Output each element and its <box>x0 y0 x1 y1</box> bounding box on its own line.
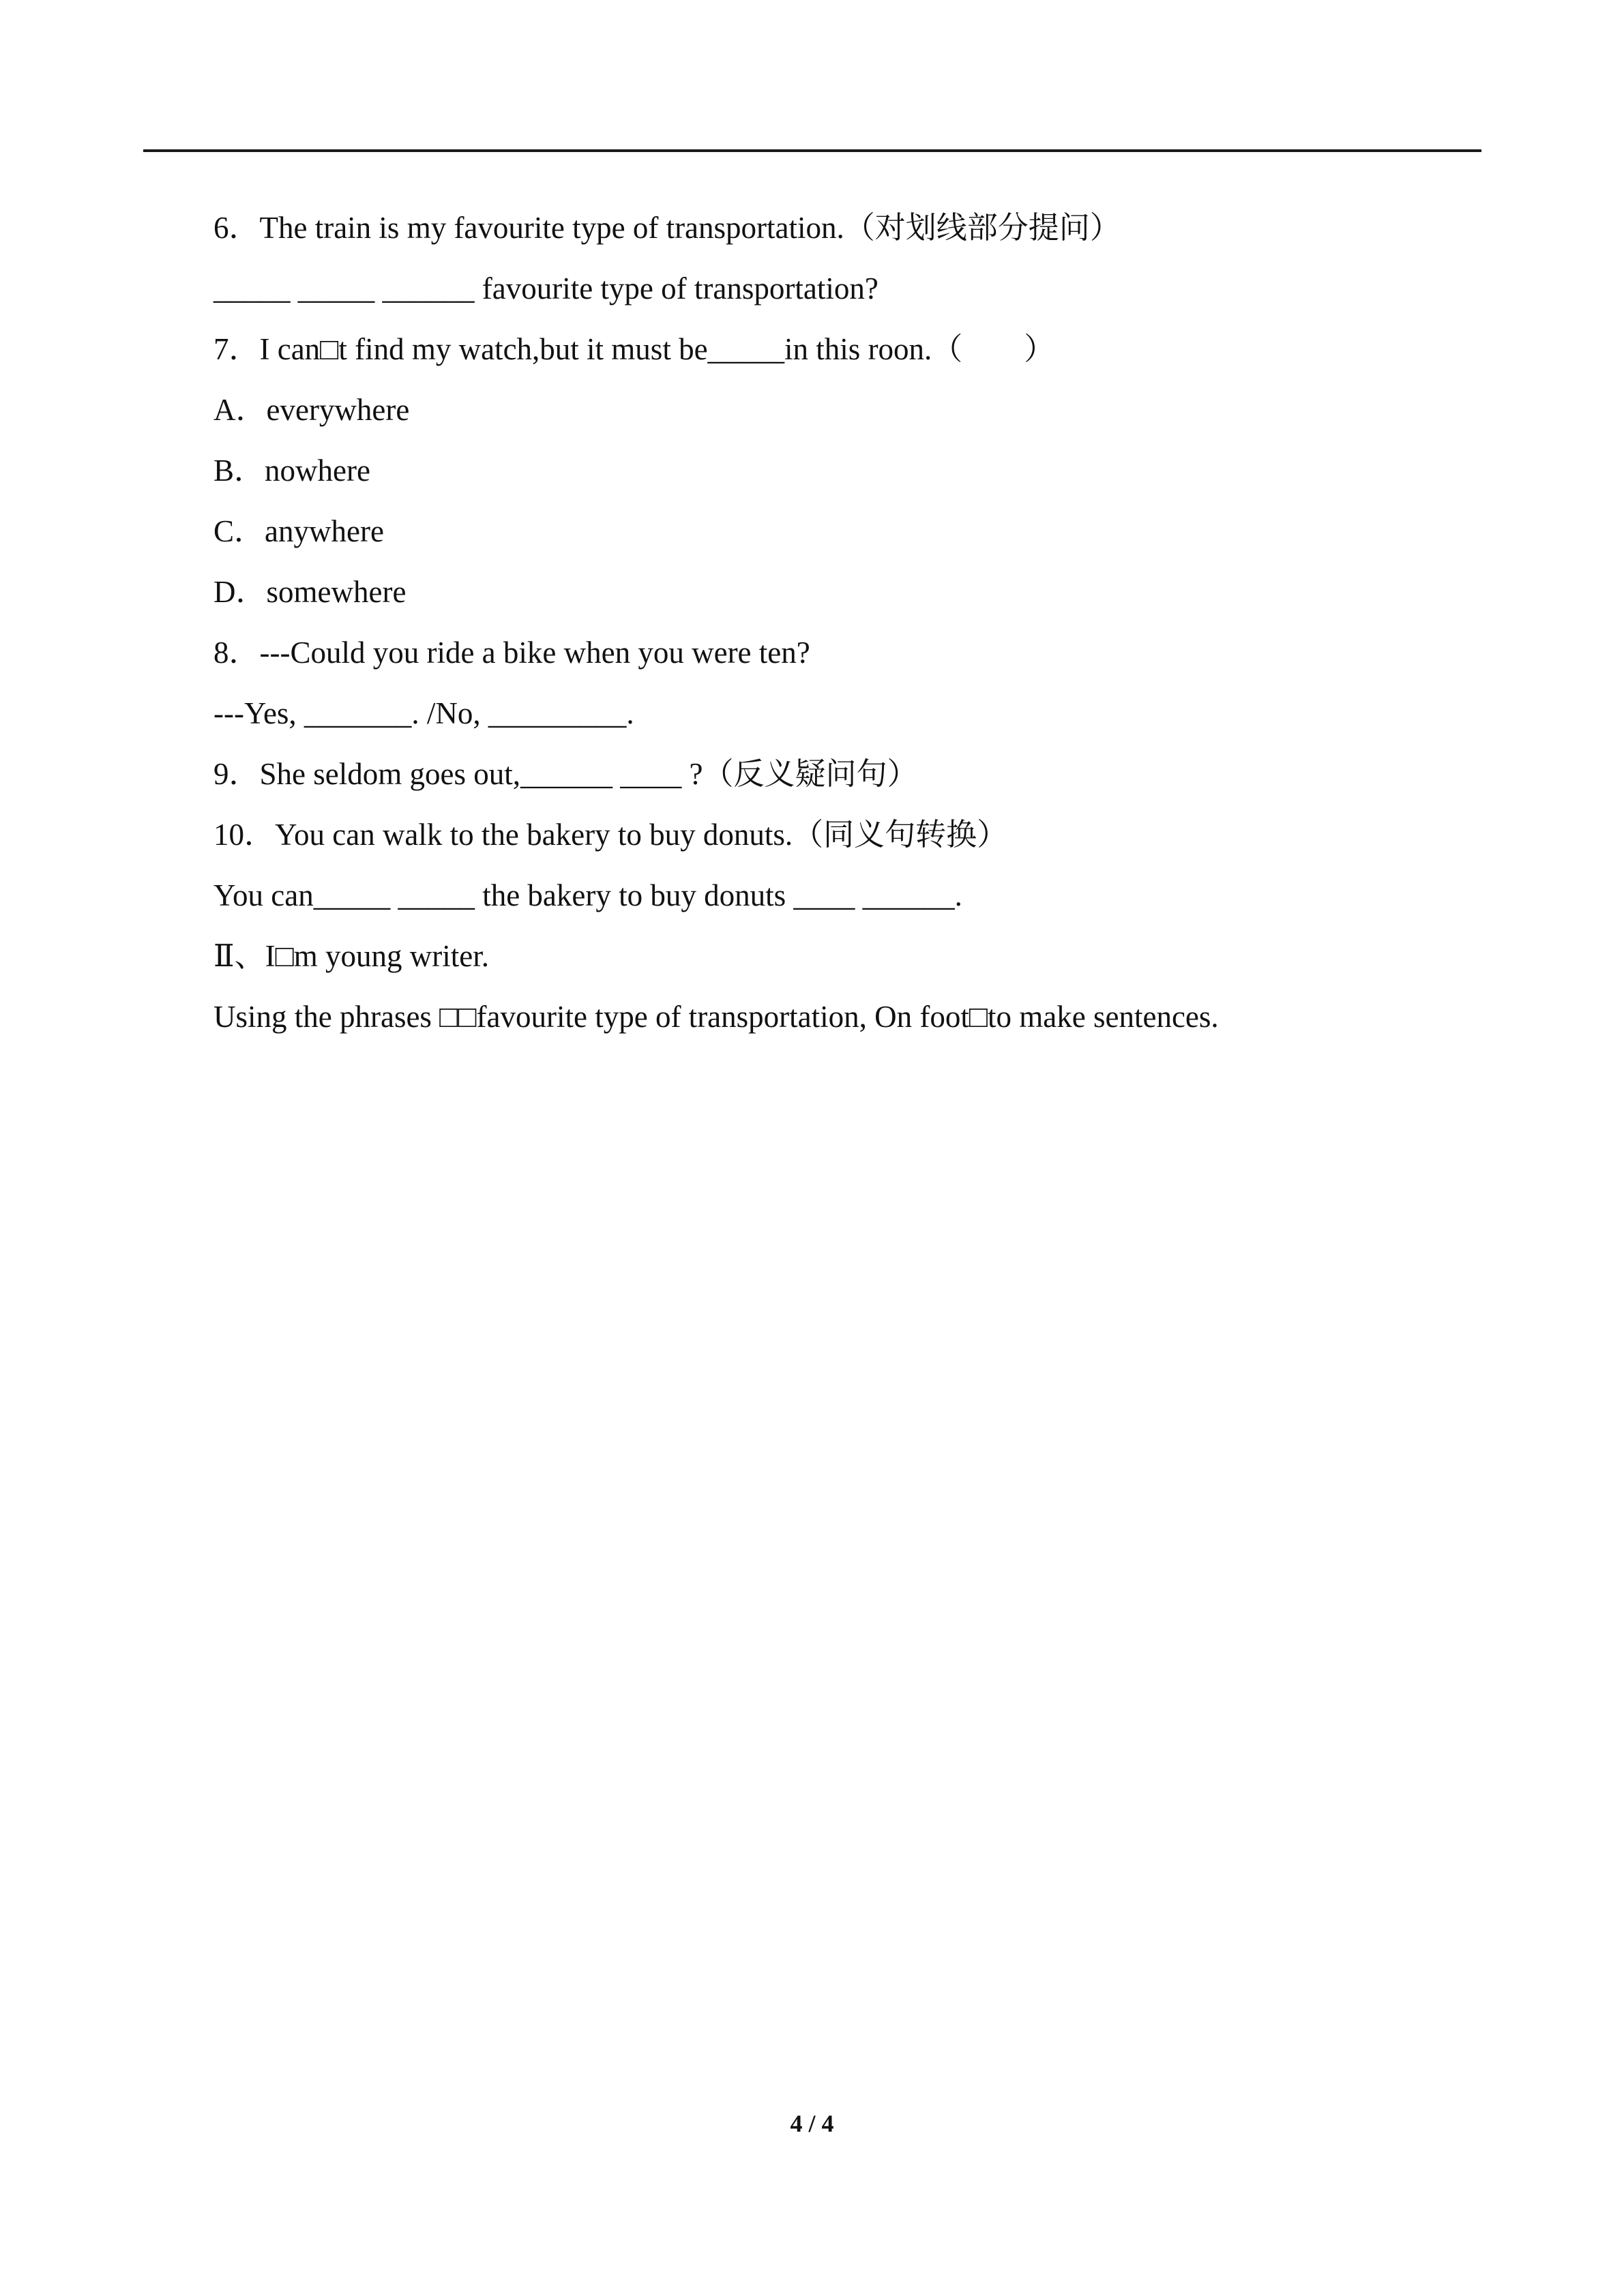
question-8-prompt: 8．---Could you ride a bike when you were ten? <box>213 636 810 670</box>
header-rule <box>143 149 1481 152</box>
worksheet-body <box>213 210 1482 1060</box>
question-7-option-d: D．somewhere <box>213 575 407 609</box>
question-6-prompt: 6．The train is my favourite type of transportation.（对划线部分提问） <box>213 211 1121 245</box>
question-7-option-c: C．anywhere <box>213 514 384 548</box>
question-7-option-b: B．nowhere <box>213 453 370 488</box>
section-2-instruction: Using the phrases □□favourite type of transportation, On foot□to make sentences. <box>213 1000 1219 1034</box>
question-10-answer-line: You can_____ _____ the bakery to buy donuts ____ ______. <box>213 878 962 912</box>
question-10-prompt: 10．You can walk to the bakery to buy donuts.（同义句转换） <box>213 818 1008 852</box>
question-7-option-a: A．everywhere <box>213 393 410 427</box>
page-number: 4 / 4 <box>790 2110 834 2137</box>
question-8-answer-line: ---Yes, _______. /No, _________. <box>213 696 634 730</box>
question-9-prompt: 9．She seldom goes out,______ ____ ?（反义疑问句） <box>213 757 918 791</box>
section-2-heading: Ⅱ、I□m young writer. <box>213 939 489 973</box>
question-6-answer-line: _____ _____ ______ favourite type of transportation? <box>213 271 879 305</box>
question-7-prompt: 7．I can□t find my watch,but it must be_____in this roon.（ ） <box>213 332 1055 366</box>
